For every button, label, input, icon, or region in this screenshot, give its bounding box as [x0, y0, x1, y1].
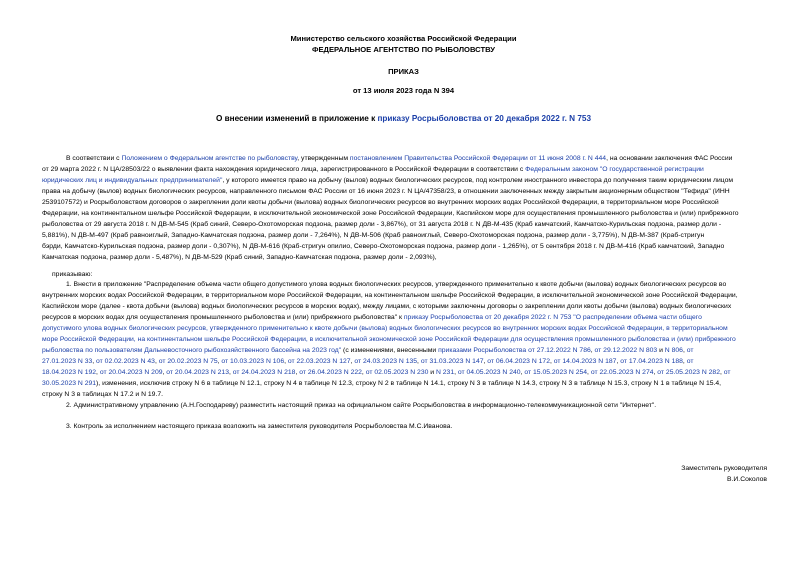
document-link[interactable]: от 31.03.2023 N 147 — [420, 358, 484, 366]
document-link[interactable]: от 02.05.2023 N 230 — [365, 369, 429, 377]
text-run: , — [549, 358, 554, 366]
document-link[interactable]: от 04.05.2023 N 240 — [457, 369, 521, 377]
document-link[interactable]: приказу Росрыболовства от 20 декабря 2022 г. N 753 "О распределении объема части общего — [403, 314, 702, 322]
text-run: , — [590, 347, 595, 355]
document-link[interactable]: от 22.03.2023 N 127 — [287, 358, 351, 366]
preamble-line — [42, 230, 768, 241]
text-run: , — [653, 369, 658, 377]
text-run: 5,881%), N ДВ-М-497 (Краб равноиглый, Западно-Камчатская подзона, размер доли - 7,264%), N ДВ-М-506 (Краб равноиглый, Северо-Охотоморская подзона, размер доли - 3,775%), N ДВ-М-387 (Краб-стригун — [42, 232, 705, 240]
document-link[interactable]: от 25.05.2023 N 282 — [657, 369, 720, 377]
document-link[interactable]: N 231 — [435, 369, 455, 377]
document-link[interactable]: приказами Росрыболовства от 27.12.2022 N 786 — [438, 347, 591, 355]
item1-line — [42, 389, 768, 400]
text-run: , — [417, 358, 421, 366]
item1-line — [42, 279, 768, 290]
doc-type-heading: ПРИКАЗ — [388, 67, 419, 76]
document-link[interactable]: от 06.04.2023 N 172 — [487, 358, 550, 366]
agency-heading: ФЕДЕРАЛЬНОЕ АГЕНТСТВО ПО РЫБОЛОВСТВУ — [312, 45, 495, 54]
document-link[interactable]: постановлением Правительства Российской Федерации от 11 июня 2008 г. N 444 — [349, 155, 607, 162]
preamble-paragraph — [42, 153, 768, 263]
text-run: , на основании заключения ФАС России — [606, 155, 733, 162]
text-run: внутренних морских водах Российской Федерации, в территориальном море Российской Федерации, на континентальном шельфе Российской Федерации, в исключительной экономической зоне Российской Федерации, — [42, 292, 738, 300]
text-run: , — [682, 358, 687, 366]
preamble-line — [42, 219, 768, 230]
order-word: приказываю: — [52, 271, 93, 278]
text-run: и — [657, 347, 665, 355]
text-run: , — [520, 369, 525, 377]
preamble-line — [42, 252, 768, 263]
text-run: , — [616, 358, 621, 366]
order-title-link[interactable]: приказу Росрыболовства от 20 декабря 2022 г. N 753 — [377, 114, 592, 123]
item1-line — [42, 356, 768, 367]
document-link[interactable]: Федеральным законом "О государственной регистрации — [525, 166, 704, 174]
text-run: , — [96, 369, 100, 377]
text-run: , — [587, 369, 591, 377]
text-run: , — [719, 369, 724, 377]
text-run: строку N 3 в таблицах N 17.2 и N 19.7. — [42, 391, 164, 399]
text-run: 1. Внести в приложение "Распределение объема части общего допустимого улова водных биологических ресурсов, утвержденного применительно к квоте добычи (вылова) водных биологических ресурсов во — [66, 281, 727, 288]
text-run: , у которого имеется право на добычу (вылов) водных биологических ресурсов, под контролем иностранного инвестора до получения таким юридическим лицом — [222, 177, 734, 185]
document-link[interactable]: от — [686, 347, 694, 355]
preamble-line — [42, 175, 768, 186]
ministry-heading: Министерство сельского хозяйства Российской Федерации — [290, 34, 517, 43]
document-link[interactable]: от 17.04.2023 N 188 — [620, 358, 683, 366]
text-run: , — [228, 369, 233, 377]
document-link[interactable]: допустимого улова водных биологических ресурсов, утвержденного применительно к квоте добычи (вылова) водных биологических ресурсов во внутренних морских водах Российской Федерации, в территориальном — [42, 325, 728, 333]
document-link[interactable]: от 15.05.2023 N 254 — [524, 369, 588, 377]
item1-line — [42, 323, 768, 334]
item1-line — [42, 367, 768, 378]
document-link[interactable]: от 20.02.2023 N 75 — [158, 358, 218, 366]
preamble-line — [42, 186, 768, 197]
text-run: бэрди, Камчатско-Курильская подзона, размер доли - 0,307%), N ДВ-М-616 (Краб-стригун опилио, Северо-Охотоморская подзона, размер доли - 1,265%), от 5 сентября 2018 г. N ДВ-М-416 (Краб камчатский, Западно — [42, 243, 725, 251]
text-run: Камчатская подзона, размер доли - 5,487%), N ДВ-М-529 (Краб синий, Западно-Камчатская подзона, размер доли - 2,093%), — [42, 254, 437, 262]
signer-name: В.И.Соколов — [727, 476, 767, 483]
document-link[interactable]: от — [686, 358, 694, 366]
text-run: , — [682, 347, 687, 355]
text-run: , — [454, 369, 458, 377]
text-run: (с изменениями, внесенными — [341, 347, 439, 355]
text-run: ), изменения, исключив строку N 6 в таблице N 12.1, строку N 4 в таблице N 12.3, строку N 2 в таблице N 14.1, строку N 3 в таблице N 14.3, строку N 3 в таблице N 15.3, строку N 1 в таблице N 15.4, — [96, 380, 722, 388]
text-run: В соответствии с — [66, 155, 122, 162]
text-run: и — [428, 369, 436, 377]
document-link[interactable]: от 10.03.2023 N 106 — [221, 358, 285, 366]
order-date-number: от 13 июля 2023 года N 394 — [352, 86, 455, 95]
document-link[interactable]: от 24.03.2023 N 135 — [354, 358, 418, 366]
order-title-text: О внесении изменений в приложение к — [215, 114, 378, 123]
document-link[interactable]: 18.04.2023 N 192 — [42, 369, 97, 377]
item1-line — [42, 301, 768, 312]
text-run: ресурсов в морских водах для осуществления промышленного рыболовства и (или) прибрежного рыболовства" к — [42, 314, 404, 322]
text-run: Федерации, на континентальном шельфе Российской Федерации, в исключительной экономической зоне Российской Федерации, Каспийском море для осуществления промышленного рыболовства и (или) прибрежного — [42, 210, 739, 218]
document-link[interactable]: от — [723, 369, 731, 377]
document-link[interactable]: от 02.02.2023 N 43 — [96, 358, 155, 366]
signature-block — [681, 463, 767, 485]
text-run: , — [217, 358, 222, 366]
preamble-line — [42, 164, 768, 175]
item1-line — [42, 378, 768, 389]
text-run: , — [295, 369, 300, 377]
text-run: , — [154, 358, 159, 366]
text-run: , — [350, 358, 355, 366]
document-link[interactable]: рыболовства по пользователям Дальневосточного рыбохозяйственного бассейна на 2023 год" — [42, 347, 342, 355]
document-link[interactable]: от 22.05.2023 N 274 — [590, 369, 654, 377]
text-run: права на добычу (вылов) водных биологических ресурсов, направленного письмом ФАС России от 16 июня 2023 г. N ЦА/47358/23, в отношении заключенных между закрытым акционерным обществом "Тефида" (ИНН — [42, 188, 730, 196]
text-run: , — [284, 358, 288, 366]
preamble-line — [42, 208, 768, 219]
document-link[interactable]: юридических лиц и индивидуальных предпринимателей" — [42, 177, 223, 185]
document-link[interactable]: 30.05.2023 N 291 — [42, 380, 97, 388]
item1-line — [42, 312, 768, 323]
document-link[interactable]: 27.01.2023 N 33 — [42, 358, 93, 366]
signer-position: Заместитель руководителя — [681, 465, 767, 472]
text-run: , утвержденным — [297, 155, 350, 162]
item1-line — [42, 334, 768, 345]
text-run: рыболовства от 29 августа 2018 г. N ДВ-М-545 (Краб синий, Северо-Охотоморская подзона, размер доли - 3,867%), от 31 августа 2018 г. N ДВ-М-435 (Краб камчатский, Камчатско-Курильская подзона, размер доли - — [42, 221, 722, 229]
item-1-paragraph — [42, 279, 768, 401]
text-run: 2539107572) и Росрыболовством договоров о закреплении доли квоты добычи (вылова) водных биологических ресурсов во внутренних морских водах Российской Федерации, в территориальном море Российской — [42, 199, 719, 207]
item1-line — [42, 290, 768, 301]
document-link[interactable]: от 14.04.2023 N 187 — [553, 358, 617, 366]
text-run: , — [92, 358, 97, 366]
document-link[interactable]: от 26.04.2023 N 222 — [299, 369, 362, 377]
document-link[interactable]: море Российской Федерации, на континентальном шельфе Российской Федерации, в исключительной экономической зоне Российской Федерации для осуществления промышленного рыболовства и (или) прибрежного — [42, 336, 736, 344]
document-link[interactable]: от 24.04.2023 N 218 — [232, 369, 296, 377]
document-link[interactable]: Положением о Федеральном агентстве по рыболовству — [121, 155, 298, 162]
text-run: Каспийском море (далее - квота добычи (вылова) водных биологических ресурсов в морских водах), между лицами, с которыми заключены договоры о закреплении доли квоты добычи (вылова) водных биологических — [42, 303, 732, 311]
text-run: , — [483, 358, 488, 366]
preamble-line — [42, 153, 768, 164]
document-link[interactable]: от 20.04.2023 N 209 — [99, 369, 163, 377]
document-link[interactable]: от 20.04.2023 N 213 — [166, 369, 229, 377]
text-run: от 29 марта 2022 г. N ЦА/28503/22 о выявлении факта нахождения юридического лица, зарегистрированного в Российской Федерации в соответствии с — [42, 166, 526, 174]
item-3-paragraph: 3. Контроль за исполнением настоящего приказа возложить на заместителя руководителя Росрыболовства М.С.Иванова. — [66, 423, 453, 430]
document-link[interactable]: от 29.12.2022 N 803 — [594, 347, 658, 355]
preamble-line — [42, 197, 768, 208]
item1-line — [42, 345, 768, 356]
order-title — [0, 114, 807, 123]
document-link[interactable]: N 806 — [664, 347, 683, 355]
text-run: , — [162, 369, 167, 377]
preamble-line — [42, 241, 768, 252]
text-run: , — [361, 369, 366, 377]
item-2-paragraph: 2. Административному управлению (А.Н.Господареву) разместить настоящий приказ на официальном сайте Росрыболовства в информационно-телекоммуникационной сети "Интернет". — [66, 402, 657, 409]
